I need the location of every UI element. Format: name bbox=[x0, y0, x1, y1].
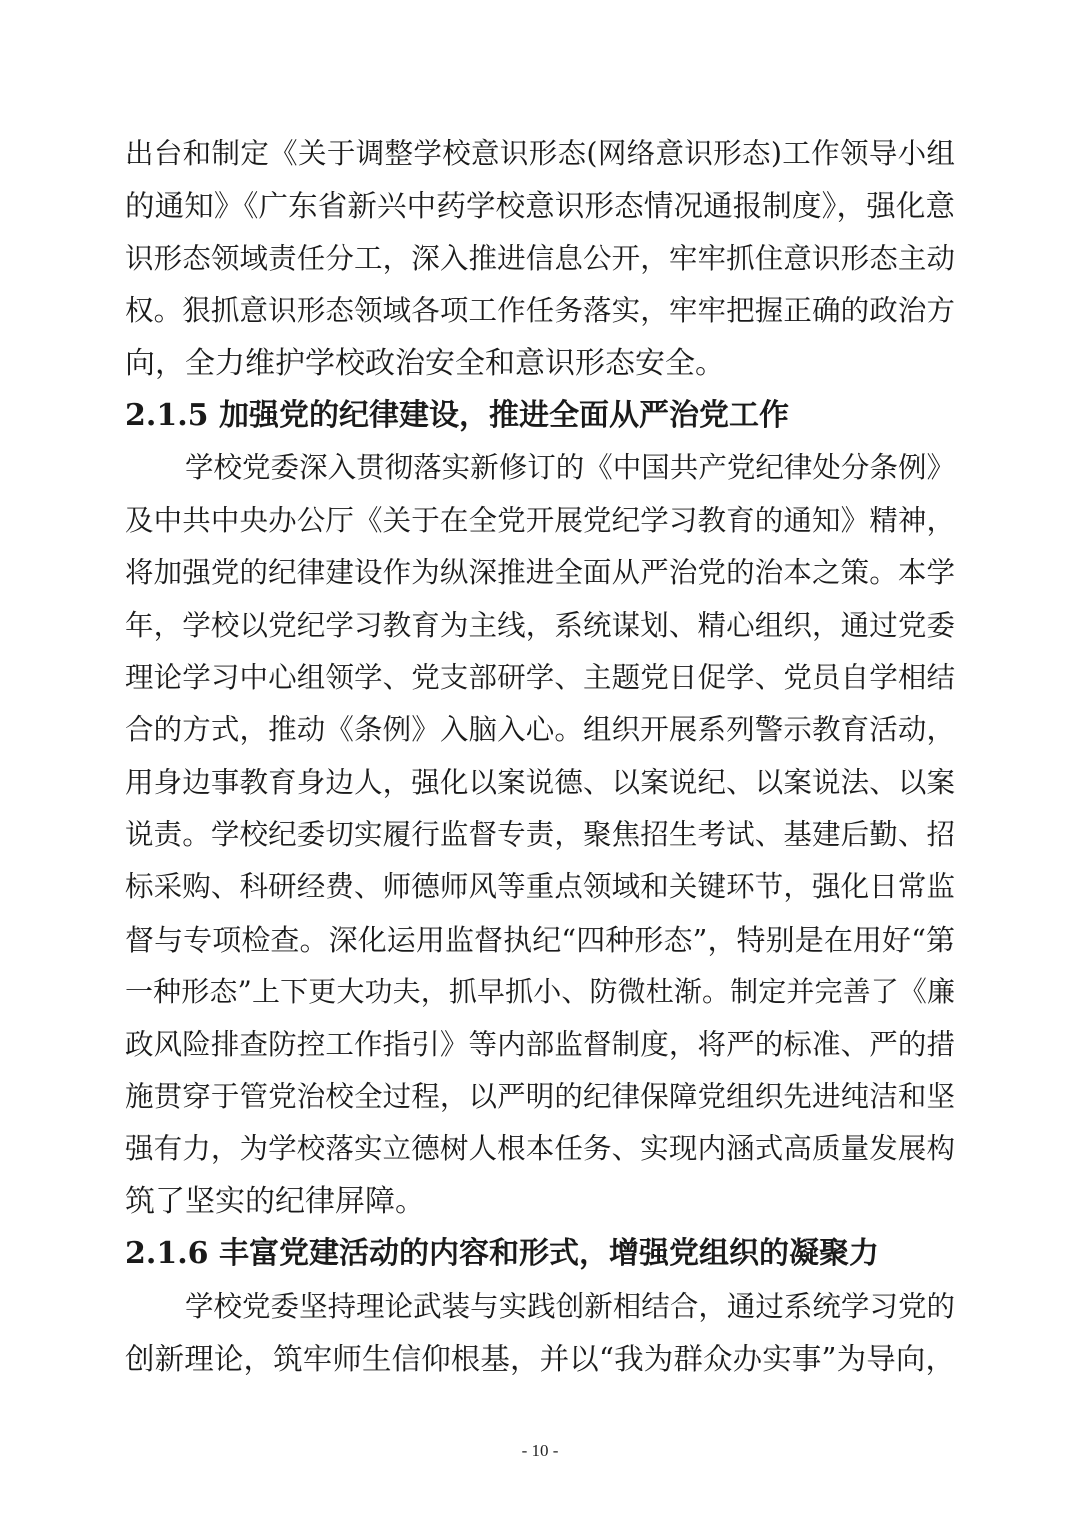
text-line: 学校党委坚持理论武装与实践创新相结合，通过系统学习党的 bbox=[185, 1289, 955, 1323]
paragraph-continuation bbox=[125, 128, 955, 390]
text-line: 筑了坚实的纪律屏障。 bbox=[125, 1183, 425, 1219]
text-line: 向，全力维护学校政治安全和意识形态安全。 bbox=[125, 345, 725, 381]
text-line: 合的方式，推动《条例》入脑入心。组织开展系列警示教育活动， bbox=[125, 713, 955, 747]
page-number: - 10 - bbox=[521, 1441, 559, 1460]
text-line: 一种形态”上下更大功夫，抓早抓小、防微杜渐。制定并完善了《廉 bbox=[125, 975, 955, 1009]
text-line: 出台和制定《关于调整学校意识形态(网络意识形态)工作领导小组 bbox=[125, 137, 955, 170]
text-line: 年，学校以党纪学习教育为主线，系统谋划、精心组织，通过党委 bbox=[125, 608, 955, 642]
text-line: 权。狠抓意识形态领域各项工作任务落实，牢牢把握正确的政治方 bbox=[125, 294, 955, 328]
document-body bbox=[125, 128, 955, 1385]
text-line: 强有力，为学校落实立德树人根本任务、实现内涵式高质量发展构 bbox=[125, 1132, 955, 1166]
paragraph-2-1-5 bbox=[125, 442, 955, 1228]
text-line: 理论学习中心组领学、党支部研学、主题党日促学、党员自学相结 bbox=[125, 660, 955, 694]
paragraph-2-1-6 bbox=[125, 1281, 955, 1386]
text-line: 及中共中央办公厅《关于在全党开展党纪学习教育的通知》精神， bbox=[125, 503, 955, 537]
text-line: 督与专项检查。深化运用监督执纪“四种形态”，特别是在用好“第 bbox=[125, 922, 955, 957]
section-heading-2-1-5: 2.1.5 加强党的纪律建设，推进全面从严治党工作 bbox=[125, 397, 789, 433]
text-line: 标采购、科研经费、师德师风等重点领域和关键环节，强化日常监 bbox=[125, 870, 955, 904]
text-line: 说责。学校纪委切实履行监督专责，聚焦招生考试、基建后勤、招 bbox=[125, 818, 955, 852]
text-line: 施贯穿于管党治校全过程，以严明的纪律保障党组织先进纯洁和坚 bbox=[125, 1080, 955, 1114]
text-line: 政风险排查防控工作指引》等内部监督制度，将严的标准、严的措 bbox=[125, 1027, 955, 1061]
text-line: 学校党委深入贯彻落实新修订的《中国共产党纪律处分条例》 bbox=[185, 451, 955, 485]
text-line: 识形态领域责任分工，深入推进信息公开，牢牢抓住意识形态主动 bbox=[125, 241, 955, 275]
section-heading-2-1-6: 2.1.6 丰富党建活动的内容和形式，增强党组织的凝聚力 bbox=[125, 1236, 879, 1272]
text-line: 将加强党的纪律建设作为纵深推进全面从严治党的治本之策。本学 bbox=[125, 556, 955, 590]
text-line: 的通知》《广东省新兴中药学校意识形态情况通报制度》，强化意 bbox=[125, 189, 955, 224]
text-line: 用身边事教育身边人，强化以案说德、以案说纪、以案说法、以案 bbox=[125, 765, 955, 799]
text-line: 创新理论，筑牢师生信仰根基，并以“我为群众办实事”为导向， bbox=[125, 1341, 955, 1376]
